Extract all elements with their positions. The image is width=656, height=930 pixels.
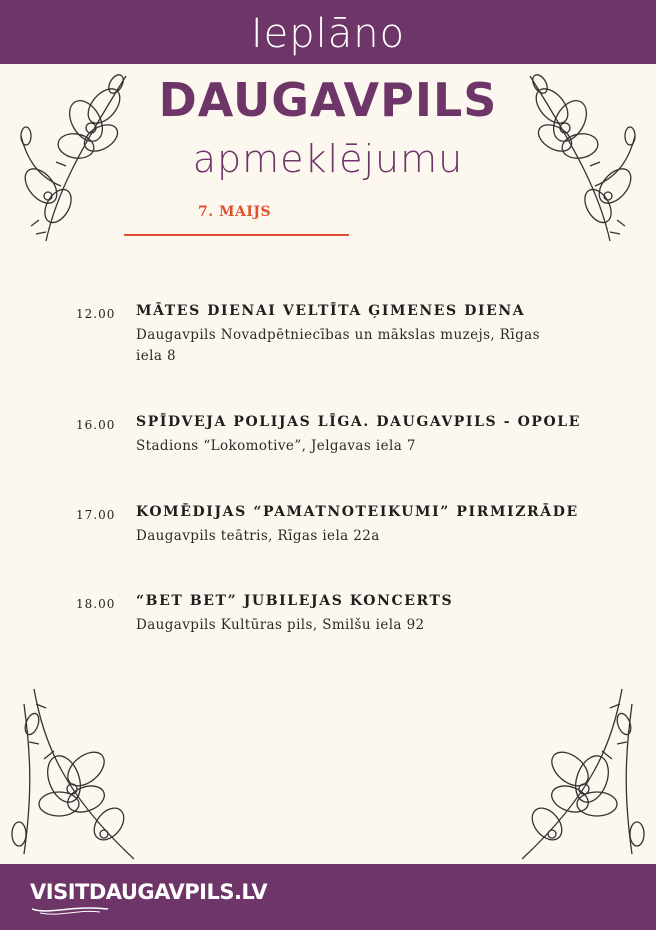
event-title: SPĪDVEJA POLIJAS LĪGA. DAUGAVPILS - OPOLE [136,414,582,430]
event-location: Stadions “Lokomotive”, Jelgavas iela 7 [136,438,416,454]
date-underline [124,234,349,236]
flower-icon [6,66,136,246]
event-location: Daugavpils teātris, Rīgas iela 22a [136,528,380,544]
event-location: Daugavpils Kultūras pils, Smilšu iela 92 [136,617,425,633]
event-title: KOMĒDIJAS “PAMATNOTEIKUMI” PIRMIZRĀDE [136,504,579,520]
footer-logo[interactable]: VISITDAUGAVPILS.LV [30,880,268,904]
page-subtitle: apmeklējumu [192,137,464,181]
event-title: MĀTES DIENAI VELTĪTA ĢIMENES DIENA [136,303,526,319]
event-time: 12.00 [76,307,116,321]
flower-icon [4,684,144,864]
page-title: DAUGAVPILS [158,73,498,127]
event-title: “BET BET” JUBILEJAS KONCERTS [136,593,454,609]
flower-icon [520,66,650,246]
header-kicker: Ieplāno [250,11,406,57]
flower-icon [512,684,652,864]
event-time: 16.00 [76,418,116,432]
logo-swoosh-icon [30,903,110,915]
event-date: 7. MAIJS [198,204,272,220]
event-time: 17.00 [76,508,116,522]
event-location: Daugavpils Novadpētniecības un mākslas muzejs, Rīgas iela 8 [136,327,540,364]
event-time: 18.00 [76,597,116,611]
